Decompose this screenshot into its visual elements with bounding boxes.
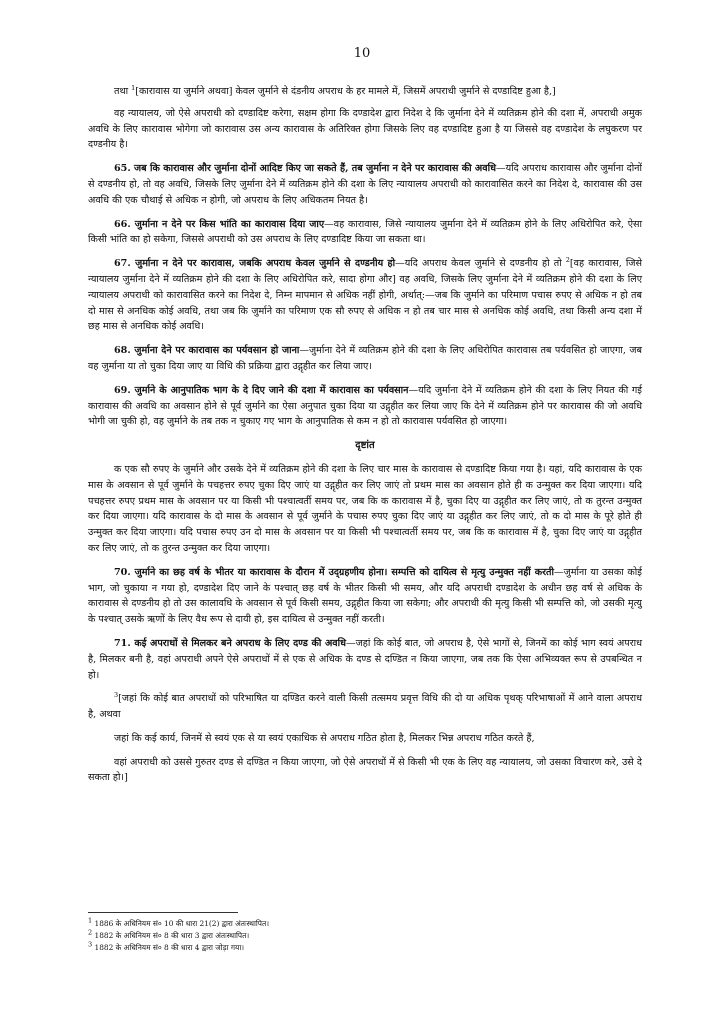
section-heading: 68. जुर्माना देने पर कारावास का पर्यवसान हो जाना	[114, 345, 300, 357]
footnote: $^2$ 1882 के अधिनियम सं० 8 की धारा 3 द्वारा अंतःस्थापित।	[88, 928, 250, 940]
section-66: 66. जुर्माना न देने पर किस भांति का कारावास दिया जाए—वह कारावास, जिसे न्यायालय जुर्माना देने में व्यतिक्रम होने के लिए अधिरोपित करे, ऐसा किसी भांति का हो सकेगा, जिससे अपराधी को उस अपराध के लिए दण्डादिष्ट किया जा सकता था।	[88, 218, 642, 246]
page-number: 10	[353, 46, 371, 61]
illustration-text: क एक सौ रुपए के जुर्माने और उसके देने में व्यतिक्रम होने की दशा के लिए चार मास के कारावास से दण्डादिष्ट किया गया है। यहां, यदि कारावास के एक मास के अवसान से पूर्व जुर्माने के पचहत्तर रुपए चुका दिए जाएं या उद्गृहीत कर लिए जाएं तो प्रथम मास का अवसान होते ही क उन्मुक्त कर दिया जाएगा। यदि पचहत्तर रुपए प्रथम मास के अवसान पर या किसी भी पश्चात्वर्ती समय पर, जब कि क कारावास में है, चुका दिए या उद्गृहीत कर लिए जाएं, तो क तुरन्त उन्मुक्त कर दिया जाएगा। यदि कारावास के दो मास के अवसान से पूर्व जुर्माने के पचास रुपए चुका दिए जाएं या उद्गृहीत कर लिए जाएं, तो क दो मास के पूरे होते ही उन्मुक्त कर दिया जाएगा। यदि पचास रुपए उन दो मास के अवसान पर या किसी भी पश्चात्वर्ती समय पर, जब कि क कारावास में है, चुका दिए जाएं या उद्गृहीत कर लिए जाएं, तो क तुरन्त उन्मुक्त कर दिया जाएगा।	[88, 463, 642, 554]
section-69: 69. जुर्माने के आनुपातिक भाग के दे दिए जाने की दशा में कारावास का पर्यवसान—यदि जुर्माना देने में व्यतिक्रम होने की दशा के लिए नियत की गई कारावास की अवधि का अवसान होने से पूर्व जुर्माने का ऐसा अनुपात चुका दिया या उद्गृहीत कर लिया जाए कि देने में व्यतिक्रम होने पर कारावास की जो अवधि भोगी जा चुकी हो, वह जुर्माने के तब तक न चुकाए गए भाग के आनुपातिक से कम न हो तो कारावास पर्यवसित हो जाएगा।	[88, 384, 642, 428]
paragraph: $^3$[जहां कि कोई बात अपराधों को परिभाषित या दण्डित करने वाली किसी तत्समय प्रवृत्त विधि की दो या अधिक पृथक् परिभाषाओं में आने वाला अपराध है, अथवा	[88, 691, 642, 721]
section-heading: 67. जुर्माना न देने पर कारावास, जबकि अपराध केवल जुर्माने से दण्डनीय हो	[114, 258, 396, 270]
footnote: $^3$ 1882 के अधिनियम सं० 8 की धारा 4 द्वारा जोड़ा गया।	[88, 940, 245, 952]
section-heading: 66. जुर्माना न देने पर किस भांति का कारावास दिया जाए	[114, 218, 325, 230]
paragraph: तथा $^1$[कारावास या जुर्माने अथवा] केवल जुर्माने से दंडनीय अपराध के हर मामले में, जिसमें अपराधी जुर्माने से दण्डादिष्ट हुआ है,]	[114, 83, 556, 97]
document-body	[88, 84, 642, 794]
footnote-divider	[88, 912, 238, 913]
paragraph: वहां अपराधी को उससे गुरुतर दण्ड से दण्डित न किया जाएगा, जो ऐसे अपराधों में से किसी भी एक के लिए वह न्यायालय, जो उसका विचारण करे, उसे दे सकता हो।]	[88, 756, 642, 784]
footnotes	[88, 918, 642, 954]
footnote-ref: 1	[131, 83, 136, 92]
section-68: 68. जुर्माना देने पर कारावास का पर्यवसान हो जाना—जुर्माना देने में व्यतिक्रम होने की दशा के लिए अधिरोपित कारावास तब पर्यवसित हो जाएगा, जब वह जुर्माना या तो चुका दिया जाए या विधि की प्रक्रिया द्वारा उद्गृहीत कर लिया जाए।	[88, 345, 642, 372]
section-70: 70. जुर्माने का छह वर्ष के भीतर या कारावास के दौरान में उद्ग्रहणीय होना। सम्पत्ति को दायित्व से मृत्यु उन्मुक्त नहीं करती—जुर्माना या उसका कोई भाग, जो चुकाया न गया हो, दण्डादेश दिए जाने के पश्चात् छह वर्ष के भीतर किसी भी समय, और यदि अपराधी दण्डादेश के अधीन छह वर्ष से अधिक के कारावास से दण्डनीय हो तो उस कालावधि के अवसान से पूर्व किसी समय, उद्गृहीत किया जा सकेगा; और अपराधी की मृत्यु किसी भी सम्पत्ति को, जो उसकी मृत्यु के पश्चात् उसके ऋणों के लिए वैध रूप से दायी हो, इस दायित्व से उन्मुक्त नहीं करती।	[88, 566, 642, 626]
section-heading: 69. जुर्माने के आनुपातिक भाग के दे दिए जाने की दशा में कारावास का पर्यवसान	[114, 384, 409, 396]
section-heading: 65. जब कि कारावास और जुर्माना दोनों आदिष्ट किए जा सकते हैं, तब जुर्माना न देने पर कारावास की अवधि	[114, 163, 496, 175]
section-71: 71. कई अपराधों से मिलकर बने अपराध के लिए दण्ड की अवधि—जहां कि कोई बात, जो अपराध है, ऐसे भागों से, जिनमें का कोई भाग स्वयं अपराध है, मिलकर बनी है, वहां अपराधी अपने ऐसे अपराधों में से एक से अधिक के दण्ड से दण्डित न किया जाएगा, जब तक कि ऐसा अभिव्यक्त रूप से उपबन्धित न हो।	[88, 637, 642, 681]
footnote: $^1$ 1886 के अधिनियम सं० 10 की धारा 21(2) द्वारा अंतःस्थापित।	[88, 916, 269, 928]
section-heading: 71. कई अपराधों से मिलकर बने अपराध के लिए दण्ड की अवधि	[114, 637, 347, 649]
illustration-heading: दृष्टांत	[355, 440, 375, 452]
footnote-ref: 3	[114, 691, 119, 700]
paragraph: वह न्यायालय, जो ऐसे अपराधी को दण्डादिष्ट करेगा, सक्षम होगा कि दण्डादेश द्वारा निदेश दे कि जुर्माना देने में व्यतिक्रम होने की दशा में, अपराधी अमुक अवधि के लिए कारावास भोगेगा जो कारावास उस अन्य कारावास के अतिरिक्त होगा जिसके लिए वह दण्डादिष्ट हुआ है या जिससे वह दण्डादेश के लघुकरण पर दण्डनीय है।	[88, 107, 642, 151]
footnote-ref: 2	[565, 255, 570, 264]
paragraph: जहां कि कई कार्य, जिनमें से स्वयं एक से या स्वयं एकाधिक से अपराध गठित होता है, मिलकर भिन्न अपराध गठित करते हैं,	[114, 732, 535, 744]
section-67: 67. जुर्माना न देने पर कारावास, जबकि अपराध केवल जुर्माने से दण्डनीय हो—यदि अपराध केवल जुर्माने से दण्डनीय हो तो $^2$[वह कारावास, जिसे न्यायालय जुर्माना देने में व्यतिक्रम होने की दशा के लिए अधिरोपित करे, सादा होगा और] वह अवधि, जिसके लिए जुर्माना देने में व्यतिक्रम होने की दशा के लिए न्यायालय अपराधी को कारावासित करने का निदेश दे, निम्न मापमान से अधिक नहीं होगी, अर्थात्:—जब कि जुर्माने का परिमाण पचास रुपए से अधिक न हो तब दो मास से अनधिक कोई अवधि, तथा जब कि जुर्माने का परिमाण एक सौ रुपए से अधिक न हो तब चार मास से अनधिक कोई अवधि, तथा किसी अन्य दशा में छह मास से अनधिक कोई अवधि।	[88, 255, 642, 333]
section-heading: 70. जुर्माने का छह वर्ष के भीतर या कारावास के दौरान में उद्ग्रहणीय होना। सम्पत्ति को दायित्व से मृत्यु उन्मुक्त नहीं करती	[114, 566, 554, 578]
section-65: 65. जब कि कारावास और जुर्माना दोनों आदिष्ट किए जा सकते हैं, तब जुर्माना न देने पर कारावास की अवधि—यदि अपराध कारावास और जुर्माना दोनों से दण्डनीय हो, तो वह अवधि, जिसके लिए जुर्माना देने में व्यतिक्रम होने की दशा के लिए न्यायालय अपराधी को कारावासित करने का निदेश दे, कारावास की उस अवधि की एक चौथाई से अधिक न होगी, जो अपराध के लिए अधिकतम नियत है।	[88, 163, 642, 206]
